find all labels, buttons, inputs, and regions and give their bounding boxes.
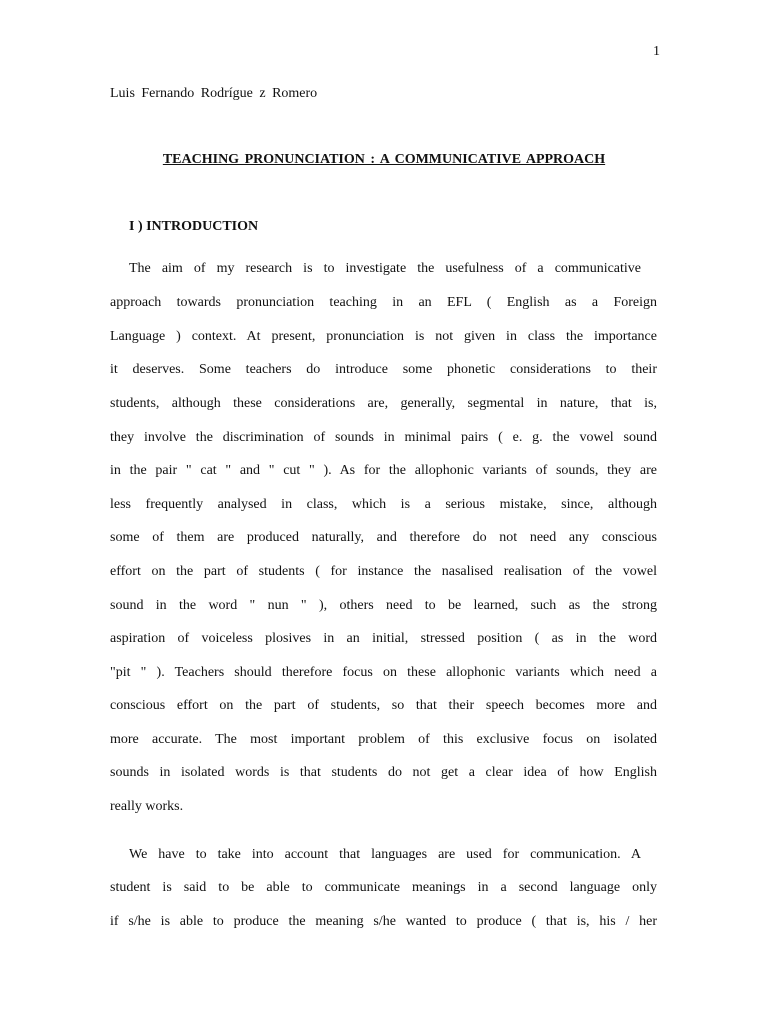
author-name: Luis Fernando Rodrígue z Romero — [110, 86, 318, 101]
page-number: 1 — [653, 44, 660, 59]
text-line: really works. — [110, 799, 184, 814]
text-line: they involve the discrimination of sounds in minimal pairs ( e. g. the vowel sound — [110, 430, 657, 445]
text-line: in the pair " cat " and " cut " ). As for the allophonic variants of sounds, they are — [110, 463, 657, 478]
text-line: students, although these considerations are, generally, segmental in nature, that is, — [110, 396, 657, 411]
text-line: more accurate. The most important problem of this exclusive focus on isolated — [110, 732, 657, 747]
section-heading: I ) INTRODUCTION — [129, 219, 259, 234]
text-line: We have to take into account that languages are used for communication. A — [129, 847, 641, 862]
text-line: Language ) context. At present, pronunciation is not given in class the importance — [110, 329, 657, 344]
text-line: effort on the part of students ( for instance the nasalised realisation of the vowel — [110, 564, 657, 579]
text-line: "pit " ). Teachers should therefore focus on these allophonic variants which need a — [110, 665, 657, 680]
document-title: TEACHING PRONUNCIATION : A COMMUNICATIVE APPROACH — [162, 152, 606, 167]
text-line: student is said to be able to communicate meanings in a second language only — [110, 880, 657, 895]
text-line: it deserves. Some teachers do introduce some phonetic considerations to their — [110, 362, 657, 377]
text-line: some of them are produced naturally, and therefore do not need any conscious — [110, 530, 657, 545]
text-line: sounds in isolated words is that students do not get a clear idea of how English — [110, 765, 657, 780]
text-line: if s/he is able to produce the meaning s/he wanted to produce ( that is, his / her — [110, 914, 657, 929]
text-line: less frequently analysed in class, which is a serious mistake, since, although — [110, 497, 657, 512]
text-line: The aim of my research is to investigate the usefulness of a communicative — [129, 261, 641, 276]
text-line: aspiration of voiceless plosives in an initial, stressed position ( as in the word — [110, 631, 657, 646]
text-line: conscious effort on the part of students, so that their speech becomes more and — [110, 698, 657, 713]
text-line: sound in the word " nun " ), others need to be learned, such as the strong — [110, 598, 657, 613]
text-line: approach towards pronunciation teaching in an EFL ( English as a Foreign — [110, 295, 657, 310]
